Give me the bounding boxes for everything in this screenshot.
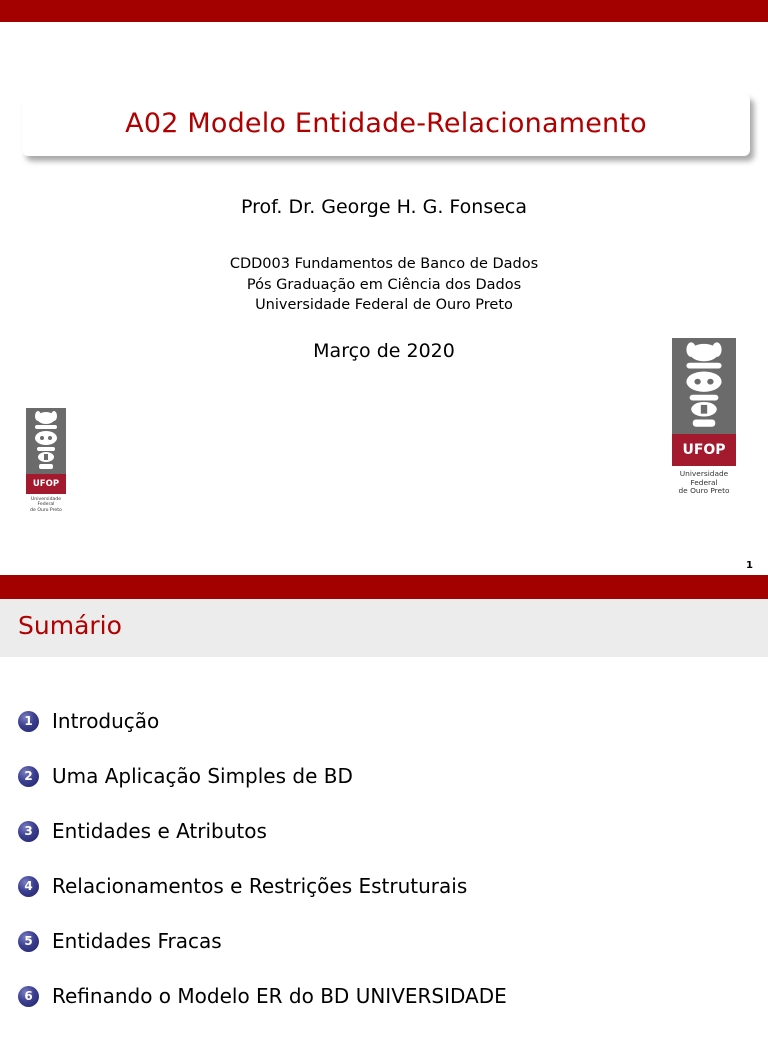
ufop-logo-small — [26, 408, 66, 513]
toc-item[interactable] — [18, 873, 507, 928]
ufop-caption — [26, 497, 66, 513]
university-line: Universidade Federal de Ouro Preto — [255, 297, 513, 313]
numbered-bullet-icon: 6 — [18, 986, 39, 1007]
ufop-caption-line2: de Ouro Preto — [30, 507, 62, 513]
toc-item-label: Refinando o Modelo ER do BD UNIVERSIDADE — [52, 984, 507, 1008]
toc-item-label: Entidades Fracas — [52, 929, 222, 953]
table-of-contents — [18, 708, 507, 1038]
title-box — [22, 94, 750, 156]
ufop-caption-line2: de Ouro Preto — [678, 486, 730, 496]
institution-block — [0, 254, 768, 316]
frame-title-band — [0, 599, 768, 657]
ufop-emblem-icon — [672, 338, 736, 434]
ufop-emblem-icon — [26, 408, 66, 474]
program-line: Pós Graduação em Ciência dos Dados — [246, 276, 522, 293]
numbered-bullet-icon: 3 — [18, 821, 39, 842]
toc-item-label: Uma Aplicação Simples de BD — [52, 764, 353, 788]
page-number: 1 — [746, 560, 753, 571]
ufop-caption-line1: Universidade Federal — [30, 497, 62, 508]
ufop-logo-large — [672, 338, 742, 496]
frame-title: Sumário — [18, 611, 122, 640]
numbered-bullet-icon: 4 — [18, 876, 39, 897]
toc-item-label: Introdução — [52, 709, 160, 733]
date: Março de 2020 — [313, 340, 455, 362]
ufop-caption — [672, 470, 736, 496]
toc-item[interactable] — [18, 818, 507, 873]
numbered-bullet-icon: 2 — [18, 766, 39, 787]
toc-item[interactable] — [18, 763, 507, 818]
ufop-plate: UFOP — [672, 434, 736, 466]
course-line: CDD003 Fundamentos de Banco de Dados — [229, 256, 539, 272]
toc-item[interactable] — [18, 983, 507, 1038]
top-bar — [0, 0, 768, 22]
toc-item[interactable] — [18, 708, 507, 763]
numbered-bullet-icon: 1 — [18, 711, 39, 732]
ufop-caption-line1: Universidade Federal — [679, 469, 729, 487]
toc-item[interactable] — [18, 928, 507, 983]
author: Prof. Dr. George H. G. Fonseca — [240, 196, 528, 218]
ufop-plate: UFOP — [26, 474, 66, 494]
slide-title: A02 Modelo Entidade-Relacionamento — [125, 108, 647, 139]
toc-item-label: Relacionamentos e Restrições Estruturais — [52, 874, 468, 898]
slide-header-bar — [0, 575, 768, 599]
toc-item-label: Entidades e Atributos — [52, 819, 267, 843]
numbered-bullet-icon: 5 — [18, 931, 39, 952]
